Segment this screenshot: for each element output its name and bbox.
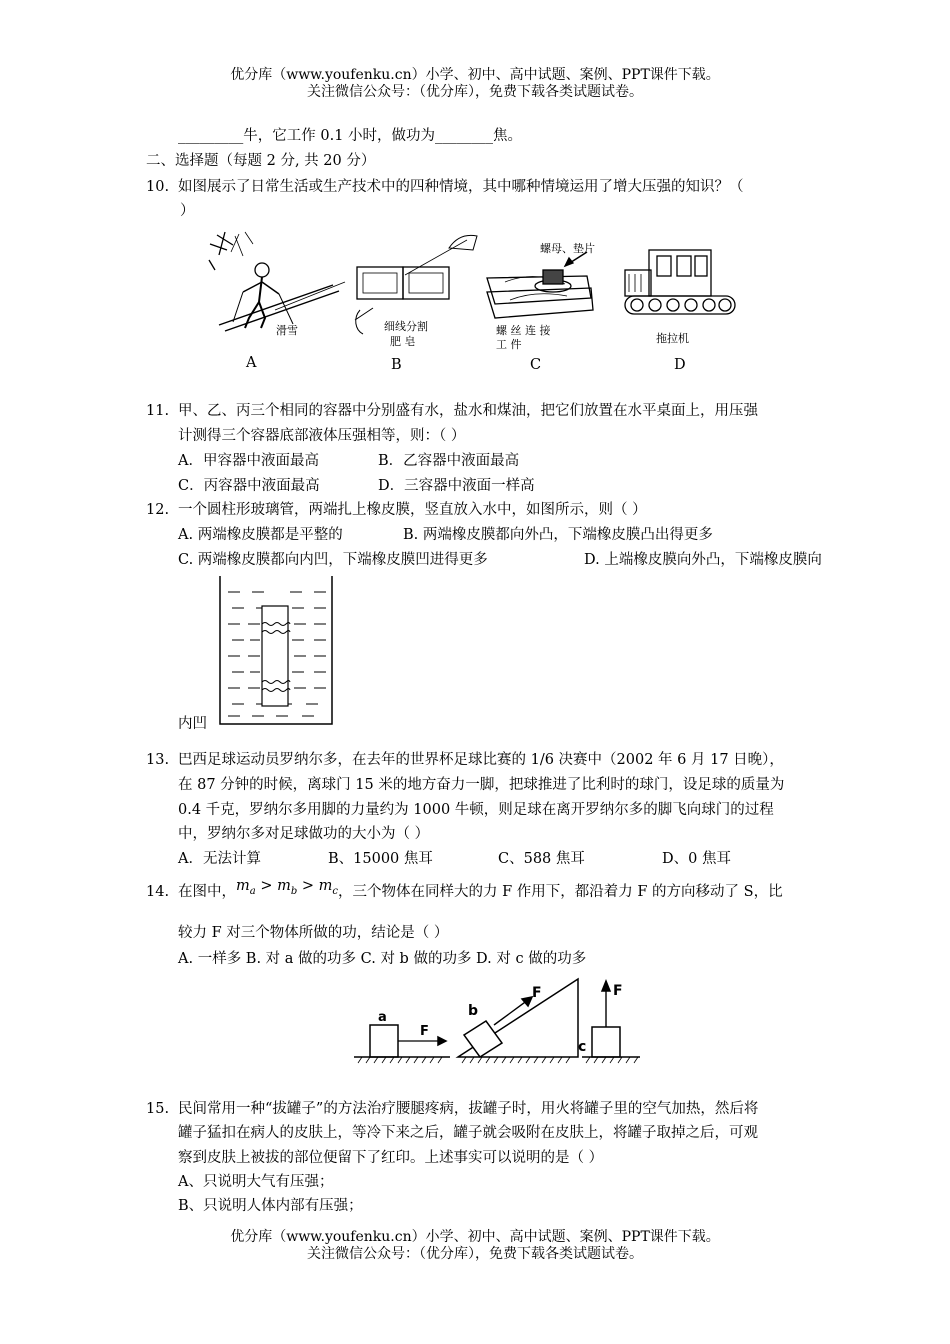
- option-a[interactable]: A．甲容器中液面最高: [178, 453, 319, 469]
- block-a-label: a: [378, 1010, 387, 1025]
- block-b-label: b: [468, 1003, 479, 1019]
- question-text: 一个圆柱形玻璃管，两端扎上橡皮膜，竖直放入水中，如图所示，则（ ）: [178, 502, 647, 518]
- question-text: 甲、乙、丙三个相同的容器中分别盛有水，盐水和煤油，把它们放置在水平桌面上，用压强: [178, 403, 758, 419]
- mass-symbol: m: [318, 878, 333, 894]
- force-a-label: F: [420, 1024, 429, 1039]
- page-footer: [0, 1229, 950, 1263]
- option-d[interactable]: D．三容器中液面一样高: [378, 478, 535, 494]
- question-text: 较力 F 对三个物体所做的功，结论是（ ）: [178, 925, 449, 941]
- mass-symbol: m: [236, 878, 250, 894]
- force-work-figure: [350, 975, 660, 1067]
- question-text: 0.4 千克，罗纳尔多用脚的力量约为 1000 牛顿，则足球在离开罗纳尔多的脚飞向球门的过程: [178, 802, 774, 818]
- options-line[interactable]: A. 一样多 B. 对 a 做的功多 C. 对 b 做的功多 D. 对 c 做的功多: [178, 951, 587, 967]
- option-a[interactable]: A、只说明大气有压强；: [178, 1174, 334, 1190]
- carryover-line: _________牛，它工作 0.1 小时，做功为________焦。: [178, 128, 523, 144]
- option-d[interactable]: D、0 焦耳: [662, 851, 731, 867]
- tractor-figure: [625, 250, 735, 314]
- question-number: 10.: [146, 179, 170, 195]
- question-text: [178, 878, 783, 908]
- question-text: 罐子猛扣在病人的皮肤上，等冷下来之后，罐子就会吸附在皮肤上，将罐子取掉之后，可观: [178, 1125, 758, 1141]
- bolt-figure: [487, 252, 593, 318]
- option-c[interactable]: C. 两端橡皮膜都向内凹，下端橡皮膜凹进得更多: [178, 552, 488, 568]
- question-text: 中，罗纳尔多对足球做功的大小为（ ）: [178, 826, 430, 842]
- caption-nut-washer: 螺母、垫片: [540, 242, 595, 255]
- force-b-label: F: [532, 985, 542, 1001]
- section-title: 二、选择题（每题 2 分, 共 20 分）: [146, 153, 376, 169]
- option-d[interactable]: D. 上端橡皮膜向外凸，下端橡皮膜向: [584, 552, 822, 568]
- caption-skiing: 滑雪: [276, 324, 298, 337]
- question-text: 察到皮肤上被拔的部位便留下了红印。上述事实可以说明的是（ ）: [178, 1150, 604, 1166]
- caption-soap-2: 肥 皂: [390, 335, 416, 348]
- question-text: 在 87 分钟的时候，离球门 15 米的地方奋力一脚，把球推进了比利时的球门，设足球的质量为: [178, 777, 785, 793]
- header-line-2: 关注微信公众号：（优分库），免费下载各类试题试卷。: [307, 84, 643, 100]
- greater-than: >: [260, 878, 273, 894]
- option-d-tail: 内凹: [178, 716, 207, 732]
- caption-soap-1: 细线分割: [384, 320, 428, 333]
- figure-letter-b: B: [391, 357, 402, 373]
- caption-tractor: 拖拉机: [656, 332, 689, 345]
- question-text: 计测得三个容器底部液体压强相等，则：（ ）: [178, 428, 466, 444]
- option-a[interactable]: A．无法计算: [178, 851, 261, 867]
- option-b[interactable]: B、15000 焦耳: [328, 851, 433, 867]
- option-b[interactable]: B. 两端橡皮膜都向外凸，下端橡皮膜凸出得更多: [403, 527, 713, 543]
- option-c[interactable]: C．丙容器中液面最高: [178, 478, 320, 494]
- header-line-1: 优分库（www.youfenku.cn）小学、初中、高中试题、案例、PPT课件下载。: [230, 67, 720, 83]
- question-number: 12.: [146, 502, 170, 518]
- footer-line-1: 优分库（www.youfenku.cn）小学、初中、高中试题、案例、PPT课件下载。: [230, 1229, 720, 1245]
- question-text: 如图展示了日常生活或生产技术中的四种情境，其中哪种情境运用了增大压强的知识？（: [178, 179, 744, 195]
- force-c-label: F: [613, 983, 623, 999]
- question-number: 11.: [146, 403, 170, 419]
- figure-letter-a: A: [246, 355, 257, 371]
- mass-inequality: [236, 878, 338, 897]
- option-b[interactable]: B、只说明人体内部有压强；: [178, 1198, 363, 1214]
- skier-figure: [209, 232, 345, 331]
- footer-line-2: 关注微信公众号：（优分库），免费下载各类试题试卷。: [307, 1246, 643, 1262]
- subscript-b: b: [290, 885, 298, 897]
- question-number: 13.: [146, 752, 170, 768]
- block-c-label: c: [578, 1039, 587, 1055]
- question-text-pre: 在图中，: [178, 884, 236, 900]
- page-header: [0, 67, 950, 101]
- caption-bolt-2: 工 件: [496, 338, 522, 351]
- glass-tube-figure: [210, 574, 338, 726]
- question-number: 15.: [146, 1101, 170, 1117]
- greater-than: >: [301, 878, 315, 894]
- subscript-a: a: [249, 885, 256, 897]
- caption-bolt-1: 螺 丝 连 接: [496, 324, 551, 337]
- question-text: ）: [180, 203, 195, 219]
- question-number: 14.: [146, 884, 170, 900]
- subscript-c: c: [332, 885, 338, 897]
- question-text-post: ，三个物体在同样大的力 F 作用下，都沿着力 F 的方向移动了 S，比: [337, 884, 783, 900]
- option-b[interactable]: B．乙容器中液面最高: [378, 453, 520, 469]
- question-text: 巴西足球运动员罗纳尔多，在去年的世界杯足球比赛的 1/6 决赛中（2002 年 6 月 17 日晚），: [178, 752, 784, 768]
- question-text: 民间常用一种“拔罐子”的方法治疗腰腿疼病，拔罐子时，用火将罐子里的空气加热，然后将: [178, 1101, 759, 1117]
- option-c[interactable]: C、588 焦耳: [498, 851, 585, 867]
- figure-letter-d: D: [674, 357, 686, 373]
- option-a[interactable]: A. 两端橡皮膜都是平整的: [178, 527, 343, 543]
- mass-symbol: m: [277, 878, 291, 894]
- figure-letter-c: C: [530, 357, 542, 373]
